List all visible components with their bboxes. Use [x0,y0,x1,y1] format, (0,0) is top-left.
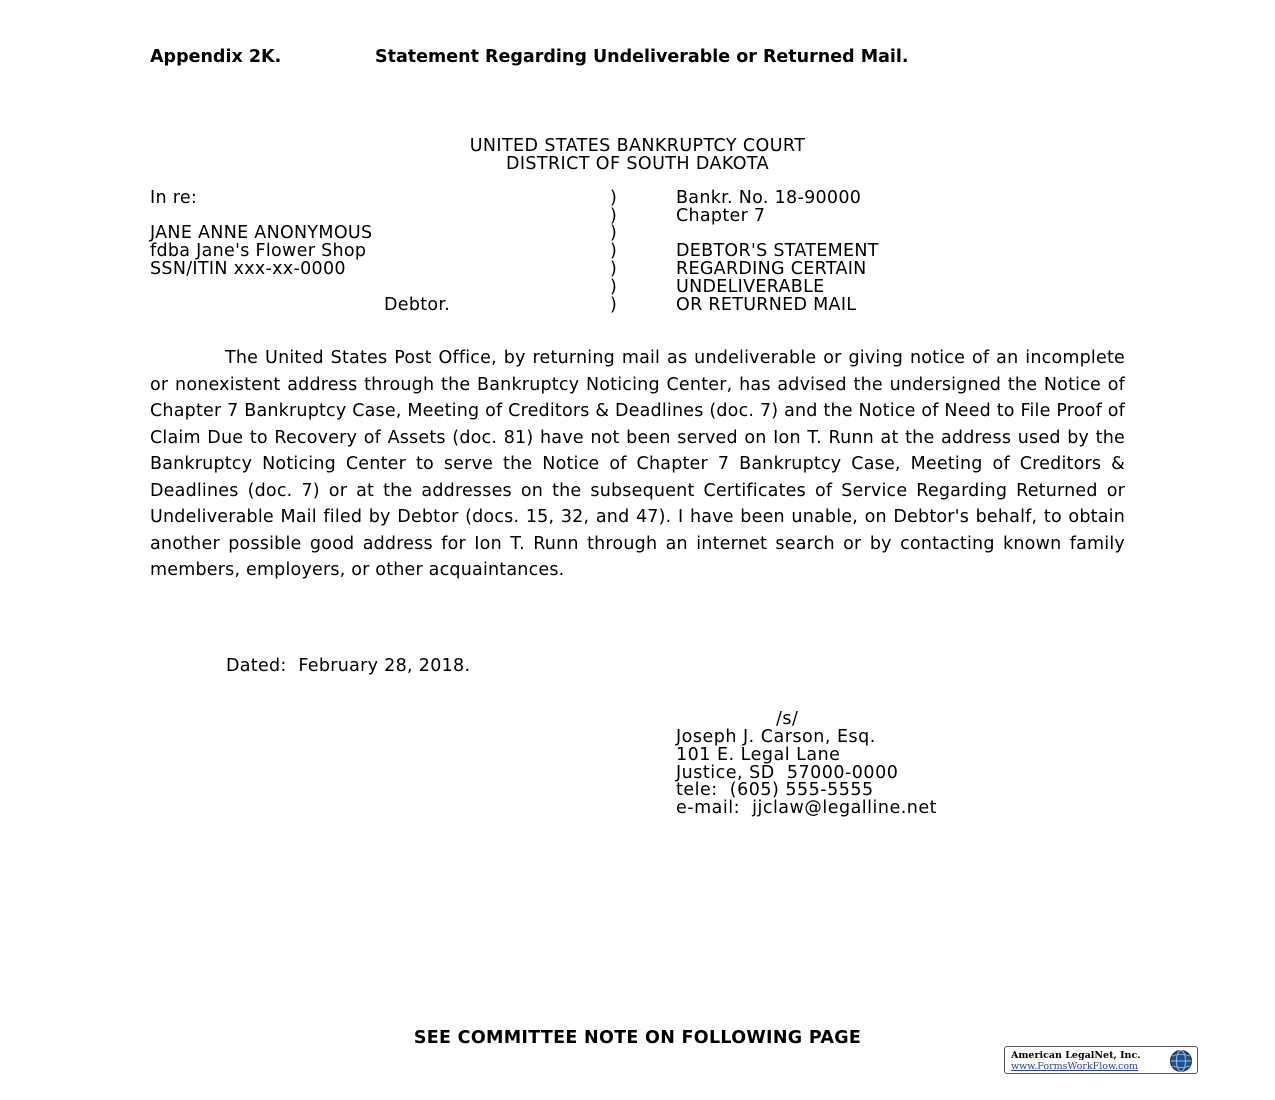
court-district: DISTRICT OF SOUTH DAKOTA [505,154,770,174]
legalnet-logo[interactable] [1004,1046,1198,1074]
appendix-label: Appendix 2K. [150,47,282,67]
logo-url-link[interactable]: www.FormsWorkFlow.com [1011,1061,1139,1072]
logo-company-name: American LegalNet, Inc. [1011,1050,1141,1061]
signature-mark: /s/ [776,709,799,729]
dated-line: Dated: February 28, 2018. [226,656,471,676]
statement-text: The United States Post Office, by returning mail as undeliverable or giving notice of an incomplete or nonexistent address through the Bankruptcy Noticing Center, has advised the undersigned the Notice of Chapter 7 Bankruptcy Case, Meeting of Creditors & Deadlines (doc. 7) and the Notice of Need to File Proof of Claim Due to Recovery of Assets (doc. 81) have not been served on Ion T. Runn at the address used by the Bankruptcy Noticing Center to serve the Notice of Chapter 7 Bankruptcy Case, Meeting of Creditors & Deadlines (doc. 7) or at the addresses on the subsequent Certificates of Service Regarding Returned or Undeliverable Mail filed by Debtor (docs. 15, 32, and 47). I have been unable, on Debtor's behalf, to obtain another possible good address for Ion T. Runn through an internet search or by contacting known family members, employers, or other acquaintances. [150,348,1125,580]
caption-paren: ) [610,188,617,208]
caption-ssn: SSN/ITIN xxx-xx-0000 [150,259,346,279]
document-title-line1: DEBTOR'S STATEMENT [676,241,879,261]
caption-paren: ) [610,277,617,297]
caption-paren: ) [610,259,617,279]
document-title-line2: REGARDING CERTAIN [676,259,867,279]
caption-paren: ) [610,206,617,226]
court-name: UNITED STATES BANKRUPTCY COURT [469,136,806,156]
attorney-email: e-mail: jjclaw@legalline.net [676,798,938,818]
appendix-title: Statement Regarding Undeliverable or Returned Mail. [375,47,909,67]
caption-paren: ) [610,223,617,243]
caption-in-re: In re: [150,188,198,208]
committee-note: SEE COMMITTEE NOTE ON FOLLOWING PAGE [413,1028,862,1048]
caption-paren: ) [610,241,617,261]
globe-icon [1169,1049,1193,1073]
attorney-name: Joseph J. Carson, Esq. [676,727,876,747]
case-chapter: Chapter 7 [676,206,766,226]
attorney-city: Justice, SD 57000-0000 [676,763,899,783]
caption-paren: ) [610,295,617,315]
document-title-line4: OR RETURNED MAIL [676,295,857,315]
caption-debtor-name: JANE ANNE ANONYMOUS [150,223,373,243]
caption-debtor-label: Debtor. [384,295,451,315]
statement-paragraph [150,345,1125,584]
document-title-line3: UNDELIVERABLE [676,277,825,297]
case-number: Bankr. No. 18-90000 [676,188,862,208]
caption-fdba: fdba Jane's Flower Shop [150,241,367,261]
attorney-phone: tele: (605) 555-5555 [676,780,874,800]
attorney-street: 101 E. Legal Lane [676,745,841,765]
